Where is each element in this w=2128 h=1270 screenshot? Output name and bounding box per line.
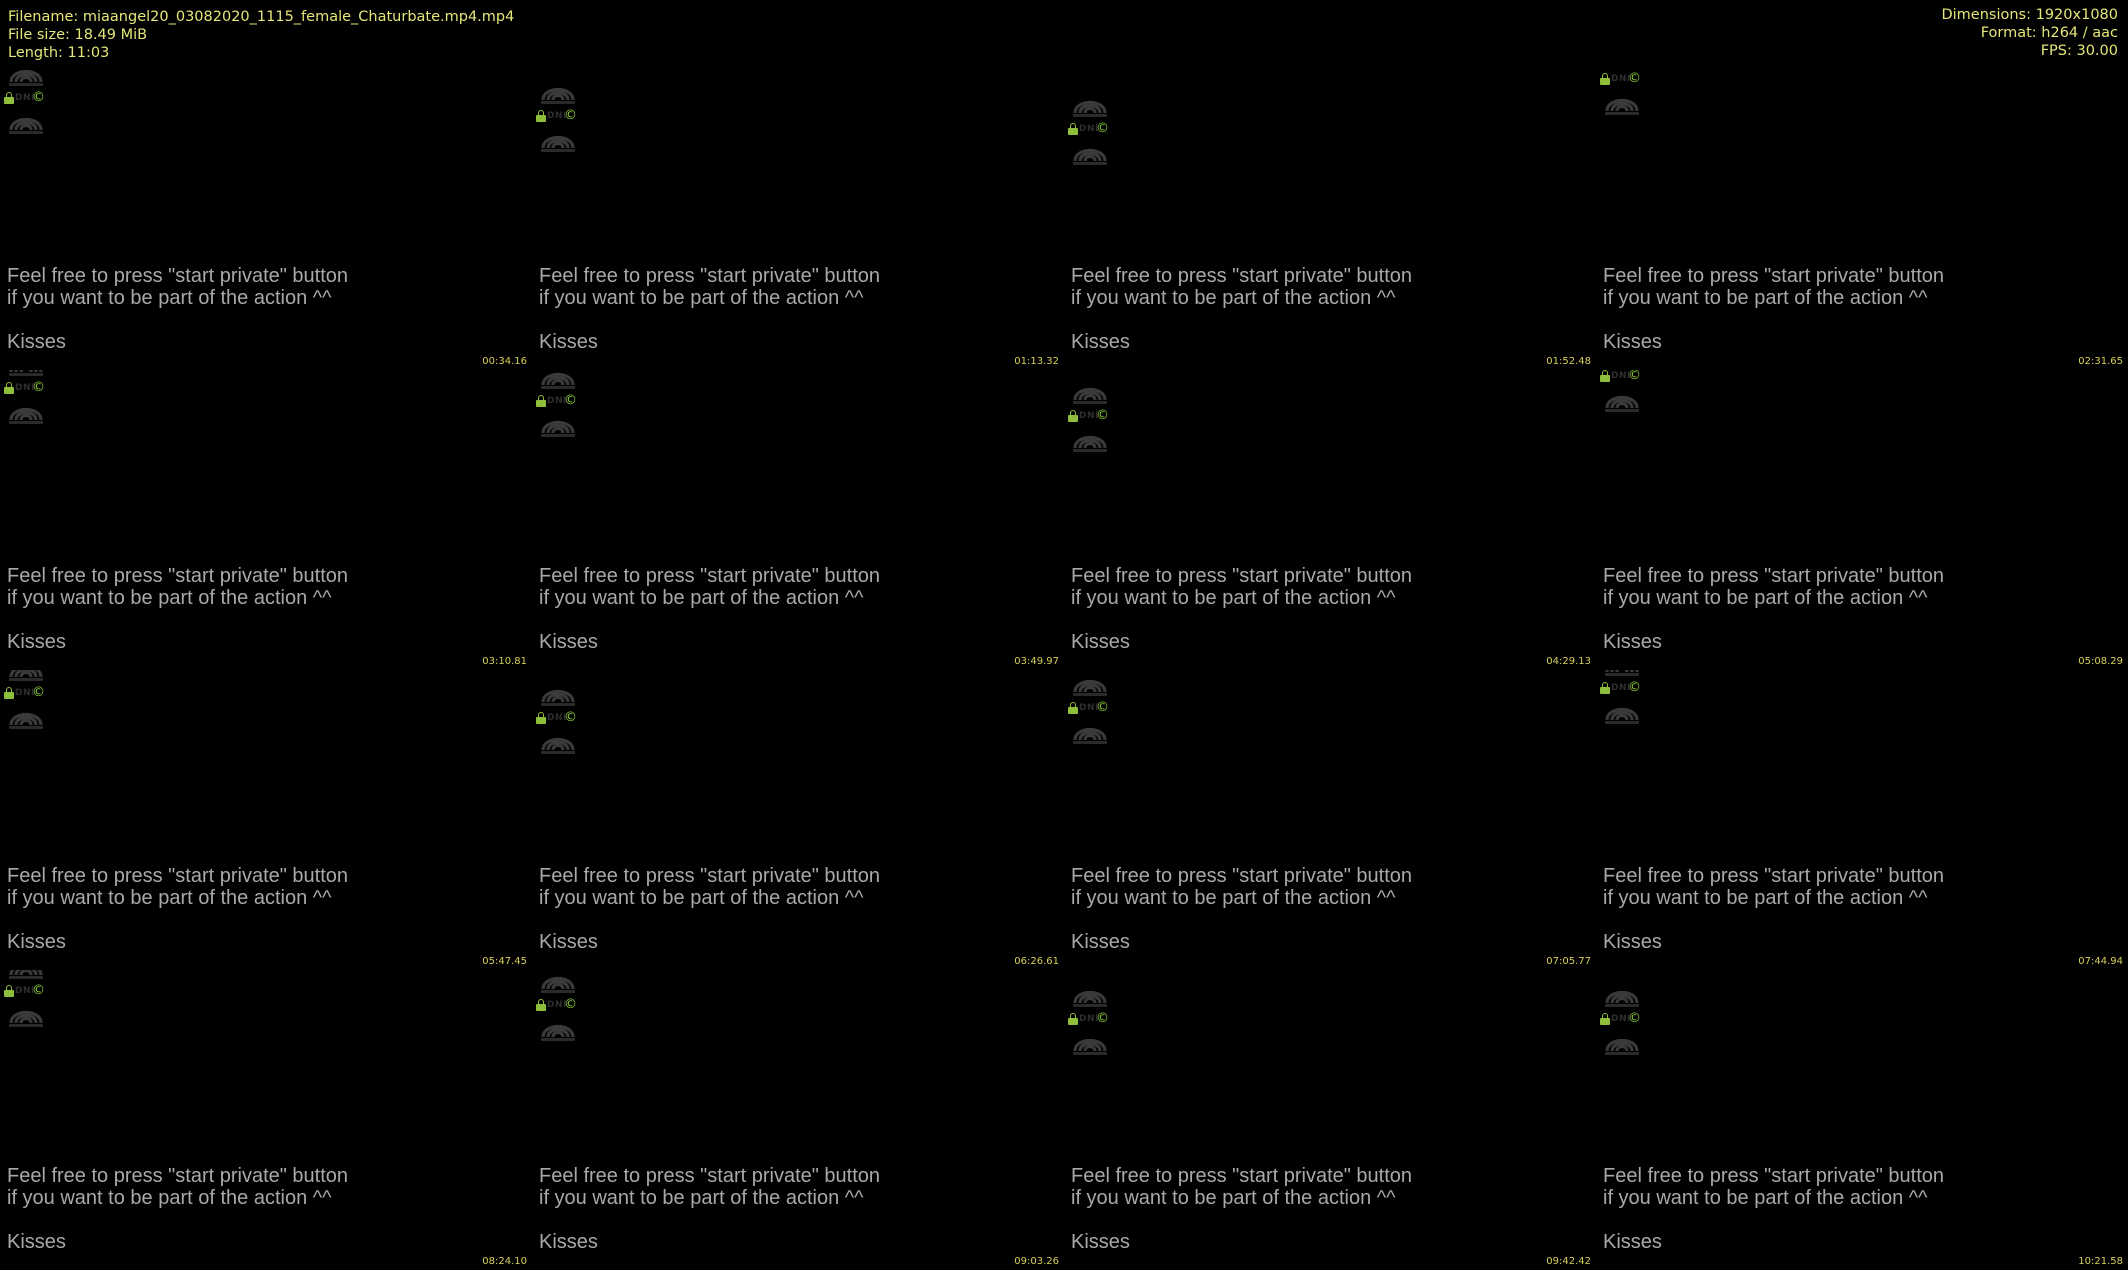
dimensions-text: Dimensions: 1920x1080 — [1941, 7, 2118, 23]
lock-icon — [1068, 1013, 1078, 1025]
thumbnail-timestamp: 06:26.61 — [1014, 956, 1059, 967]
overlay-message-kisses: Kisses — [539, 331, 598, 353]
lock-icon — [1600, 1013, 1610, 1025]
logo-text: DNI — [547, 713, 567, 723]
copyright-icon: © — [1628, 680, 1641, 695]
video-info — [1941, 6, 2118, 60]
overlay-message-kisses: Kisses — [1071, 631, 1130, 653]
copyright-icon: © — [564, 393, 577, 408]
spiral-logo-icon — [1603, 89, 1641, 117]
logo-text: DNI — [1611, 1014, 1631, 1024]
spiral-logo-icon — [539, 126, 577, 154]
overlay-message-line2: if you want to be part of the action ^^ — [1603, 1187, 1928, 1209]
file-info — [8, 8, 514, 62]
copyright-icon: © — [1628, 1011, 1641, 1026]
overlay-message-kisses: Kisses — [1603, 631, 1662, 653]
overlay-message-line1: Feel free to press "start private" button — [1071, 1165, 1413, 1187]
overlay-message-kisses: Kisses — [1071, 1231, 1130, 1253]
overlay-message-kisses: Kisses — [7, 331, 66, 353]
thumbnail-timestamp: 05:47.45 — [482, 956, 527, 967]
spiral-logo-icon — [539, 728, 577, 756]
lock-icon — [1068, 123, 1078, 135]
thumbnail-timestamp: 01:52.48 — [1546, 356, 1591, 367]
logo-text: DNI — [1079, 703, 1099, 713]
thumbnail-timestamp: 07:05.77 — [1546, 956, 1591, 967]
overlay-message-line2: if you want to be part of the action ^^ — [1071, 287, 1396, 309]
overlay-message-line2: if you want to be part of the action ^^ — [1071, 887, 1396, 909]
lock-icon — [4, 985, 14, 997]
overlay-message-kisses: Kisses — [1071, 931, 1130, 953]
overlay-message-line1: Feel free to press "start private" button — [539, 265, 881, 287]
copyright-icon: © — [564, 997, 577, 1012]
spiral-logo-icon — [7, 398, 45, 426]
copyright-icon: © — [32, 983, 45, 998]
logo-text: DNI — [15, 688, 35, 698]
spiral-logo-icon — [1603, 698, 1641, 726]
lock-icon — [1600, 370, 1610, 382]
spiral-logo-icon — [539, 680, 577, 708]
overlay-message-line2: if you want to be part of the action ^^ — [1603, 887, 1928, 909]
overlay-message-line1: Feel free to press "start private" button — [1603, 865, 1945, 887]
overlay-message-line1: Feel free to press "start private" button — [7, 865, 349, 887]
overlay-message-line2: if you want to be part of the action ^^ — [7, 887, 332, 909]
spiral-logo-icon — [1603, 386, 1641, 414]
overlay-message-line1: Feel free to press "start private" button — [7, 265, 349, 287]
overlay-message-line1: Feel free to press "start private" button — [539, 865, 881, 887]
logo-text: DNI — [15, 93, 35, 103]
spiral-logo-icon — [1071, 91, 1109, 119]
thumbnail-timestamp: 09:42.42 — [1546, 1256, 1591, 1267]
overlay-message-line2: if you want to be part of the action ^^ — [539, 1187, 864, 1209]
overlay-message-line2: if you want to be part of the action ^^ — [7, 1187, 332, 1209]
logo-text: DNI — [1611, 683, 1631, 693]
lock-icon — [536, 999, 546, 1011]
video-thumbnail — [1596, 370, 2128, 670]
overlay-message-kisses: Kisses — [539, 631, 598, 653]
thumbnail-timestamp: 02:31.65 — [2078, 356, 2123, 367]
video-thumbnail — [1064, 970, 1596, 1270]
video-thumbnail — [0, 370, 532, 670]
fps-text: FPS: 30.00 — [2040, 43, 2118, 59]
length-text: Length: 11:03 — [8, 45, 110, 61]
overlay-message-line1: Feel free to press "start private" button — [1603, 565, 1945, 587]
logo-text: DNI — [547, 111, 567, 121]
spiral-logo-icon — [1603, 981, 1641, 1009]
overlay-message-line1: Feel free to press "start private" button — [1071, 265, 1413, 287]
copyright-icon: © — [32, 685, 45, 700]
overlay-message-line1: Feel free to press "start private" button — [7, 1165, 349, 1187]
video-thumbnail — [1064, 370, 1596, 670]
overlay-message-line1: Feel free to press "start private" button — [1071, 865, 1413, 887]
overlay-message-kisses: Kisses — [1603, 931, 1662, 953]
copyright-icon: © — [32, 380, 45, 395]
format-text: Format: h264 / aac — [1980, 25, 2118, 41]
spiral-logo-icon — [539, 1015, 577, 1043]
filesize-text: File size: 18.49 MiB — [8, 27, 148, 43]
overlay-message-line2: if you want to be part of the action ^^ — [7, 287, 332, 309]
thumbnail-timestamp: 10:21.58 — [2078, 1256, 2123, 1267]
thumbnail-timestamp: 03:10.81 — [482, 656, 527, 667]
overlay-message-kisses: Kisses — [1603, 1231, 1662, 1253]
logo-text: DNI — [1611, 371, 1631, 381]
video-thumbnail — [0, 670, 532, 970]
spiral-logo-icon — [7, 108, 45, 136]
spiral-logo-icon — [1071, 670, 1109, 698]
lock-icon — [536, 395, 546, 407]
spiral-logo-icon — [7, 703, 45, 731]
overlay-message-line2: if you want to be part of the action ^^ — [539, 887, 864, 909]
video-thumbnail — [1596, 670, 2128, 970]
logo-text: DNI — [1611, 74, 1631, 84]
video-thumbnail — [1064, 670, 1596, 970]
spiral-logo-icon — [7, 1001, 45, 1029]
spiral-logo-icon — [1071, 378, 1109, 406]
logo-text: DNI — [1079, 124, 1099, 134]
video-thumbnail — [532, 670, 1064, 970]
video-thumbnail — [0, 970, 532, 1270]
copyright-icon: © — [1628, 370, 1641, 383]
spiral-logo-icon — [1603, 670, 1641, 678]
copyright-icon: © — [1096, 408, 1109, 423]
lock-icon — [4, 382, 14, 394]
overlay-message-line1: Feel free to press "start private" button — [1603, 1165, 1945, 1187]
overlay-message-line2: if you want to be part of the action ^^ — [1071, 1187, 1396, 1209]
thumbnail-timestamp: 01:13.32 — [1014, 356, 1059, 367]
copyright-icon: © — [564, 710, 577, 725]
spiral-logo-icon — [1071, 1029, 1109, 1057]
video-thumbnail — [532, 970, 1064, 1270]
video-thumbnail — [532, 370, 1064, 670]
video-thumbnail — [532, 70, 1064, 370]
thumbnail-timestamp: 08:24.10 — [482, 1256, 527, 1267]
spiral-logo-icon — [7, 670, 45, 683]
overlay-message-line1: Feel free to press "start private" button — [1603, 265, 1945, 287]
thumbnail-timestamp: 00:34.16 — [482, 356, 527, 367]
spiral-logo-icon — [7, 970, 45, 981]
logo-text: DNI — [1079, 411, 1099, 421]
overlay-message-kisses: Kisses — [539, 1231, 598, 1253]
video-thumbnail — [1064, 70, 1596, 370]
logo-text: DNI — [547, 1000, 567, 1010]
spiral-logo-icon — [539, 370, 577, 391]
overlay-message-line1: Feel free to press "start private" button — [539, 565, 881, 587]
overlay-message-kisses: Kisses — [539, 931, 598, 953]
copyright-icon: © — [1096, 121, 1109, 136]
filename-text: Filename: miaangel20_03082020_1115_female_Chaturbate.mp4.mp4 — [8, 9, 515, 25]
overlay-message-kisses: Kisses — [1071, 331, 1130, 353]
lock-icon — [536, 712, 546, 724]
overlay-message-line2: if you want to be part of the action ^^ — [539, 587, 864, 609]
lock-icon — [1600, 73, 1610, 85]
lock-icon — [4, 687, 14, 699]
thumbnail-timestamp: 05:08.29 — [2078, 656, 2123, 667]
overlay-message-line1: Feel free to press "start private" button — [7, 565, 349, 587]
video-thumbnail — [0, 70, 532, 370]
overlay-message-line1: Feel free to press "start private" button — [1071, 565, 1413, 587]
spiral-logo-icon — [539, 78, 577, 106]
overlay-message-line2: if you want to be part of the action ^^ — [539, 287, 864, 309]
thumbnail-timestamp: 07:44.94 — [2078, 956, 2123, 967]
logo-text: DNI — [547, 396, 567, 406]
spiral-logo-icon — [1071, 139, 1109, 167]
spiral-logo-icon — [539, 411, 577, 439]
overlay-message-line2: if you want to be part of the action ^^ — [7, 587, 332, 609]
overlay-message-line1: Feel free to press "start private" button — [539, 1165, 881, 1187]
lock-icon — [1600, 682, 1610, 694]
spiral-logo-icon — [1071, 426, 1109, 454]
overlay-message-line2: if you want to be part of the action ^^ — [1603, 587, 1928, 609]
copyright-icon: © — [1628, 71, 1641, 86]
copyright-icon: © — [1096, 1011, 1109, 1026]
lock-icon — [4, 92, 14, 104]
copyright-icon: © — [564, 108, 577, 123]
overlay-message-line2: if you want to be part of the action ^^ — [1603, 287, 1928, 309]
overlay-message-kisses: Kisses — [7, 931, 66, 953]
logo-text: DNI — [1079, 1014, 1099, 1024]
lock-icon — [1068, 410, 1078, 422]
spiral-logo-icon — [539, 970, 577, 995]
video-thumbnail — [1596, 970, 2128, 1270]
spiral-logo-icon — [1071, 718, 1109, 746]
thumbnail-timestamp: 03:49.97 — [1014, 656, 1059, 667]
spiral-logo-icon — [1603, 1029, 1641, 1057]
spiral-logo-icon — [7, 370, 45, 378]
lock-icon — [1068, 702, 1078, 714]
logo-text: DNI — [15, 383, 35, 393]
copyright-icon: © — [32, 90, 45, 105]
info-header — [0, 0, 2128, 70]
overlay-message-kisses: Kisses — [1603, 331, 1662, 353]
spiral-logo-icon — [1071, 981, 1109, 1009]
logo-text: DNI — [15, 986, 35, 996]
spiral-logo-icon — [7, 70, 45, 88]
overlay-message-kisses: Kisses — [7, 631, 66, 653]
thumbnail-timestamp: 09:03.26 — [1014, 1256, 1059, 1267]
video-thumbnail — [1596, 70, 2128, 370]
thumbnail-timestamp: 04:29.13 — [1546, 656, 1591, 667]
overlay-message-kisses: Kisses — [7, 1231, 66, 1253]
thumbnail-grid — [0, 70, 2128, 1266]
overlay-message-line2: if you want to be part of the action ^^ — [1071, 587, 1396, 609]
lock-icon — [536, 110, 546, 122]
copyright-icon: © — [1096, 700, 1109, 715]
